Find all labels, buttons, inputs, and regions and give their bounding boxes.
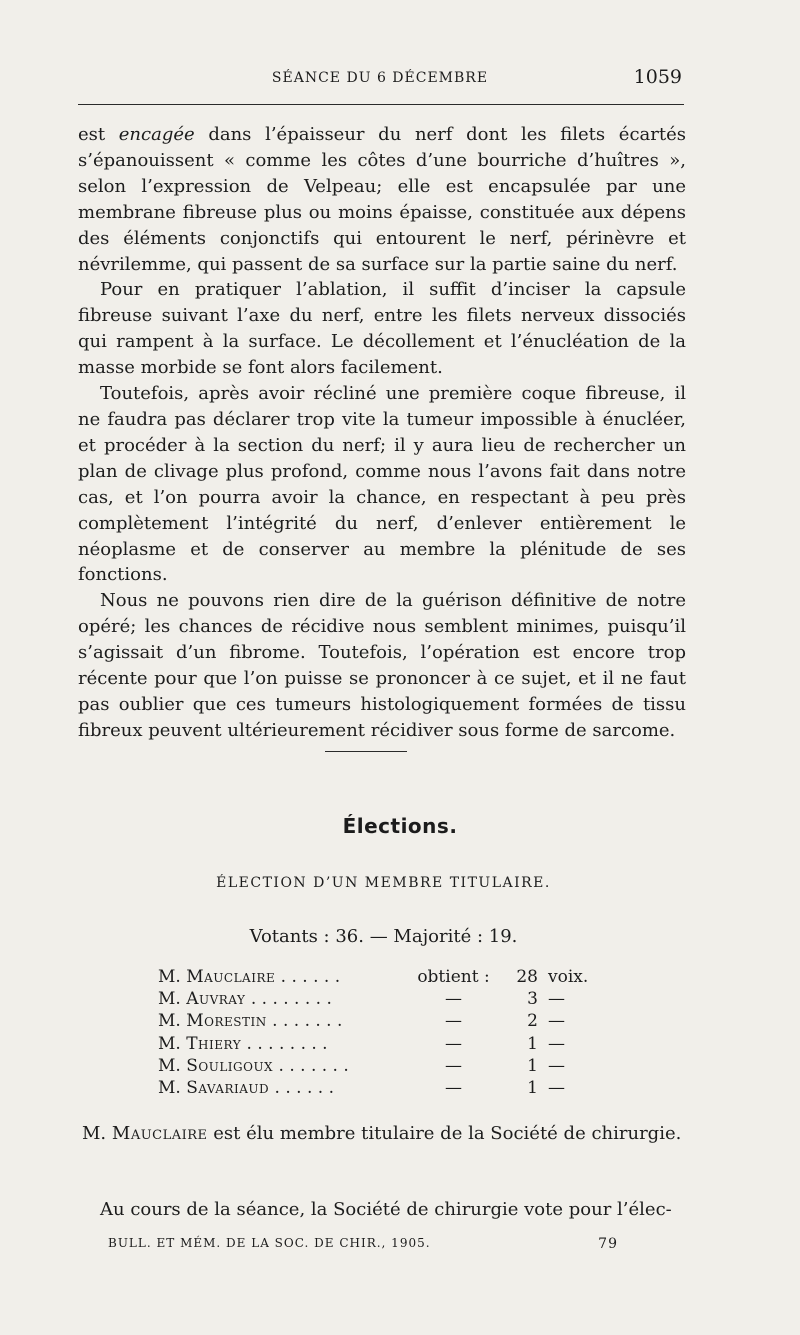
vote-count: 2 <box>527 1011 538 1032</box>
vote-count: 1 <box>527 1055 538 1076</box>
leader-dots: . . . . . . . . <box>246 1033 328 1054</box>
signature-mark: 79 <box>598 1236 618 1252</box>
election-results <box>158 966 618 1099</box>
candidate-prefix: M. <box>158 1011 181 1032</box>
paragraph-1-start: est <box>78 124 106 145</box>
vote-status: — <box>445 1011 462 1032</box>
result-row <box>158 988 618 1010</box>
candidate-prefix: M. <box>158 1077 181 1098</box>
candidate-cell <box>158 1077 334 1099</box>
candidate-name: Mauclaire <box>186 967 276 987</box>
candidate-name: Savariaud <box>186 1077 270 1098</box>
header-rule <box>78 104 684 105</box>
leader-dots: . . . . . . . . <box>250 989 332 1010</box>
elected-prefix: M. <box>82 1123 107 1144</box>
running-head-title: SÉANCE DU 6 DÉCEMBRE <box>271 70 489 86</box>
candidate-name: Thiery <box>186 1033 242 1054</box>
result-row <box>158 1010 618 1032</box>
result-row <box>158 966 618 988</box>
vote-unit: — <box>548 989 565 1010</box>
section-title: Élections. <box>342 814 458 838</box>
article-body <box>78 122 686 744</box>
leader-dots: . . . . . . <box>280 967 341 987</box>
vote-unit: — <box>548 1033 565 1054</box>
vote-status: — <box>445 1055 462 1076</box>
leader-dots: . . . . . . . <box>272 1011 343 1032</box>
section-subtitle: ÉLECTION D’UN MEMBRE TITULAIRE. <box>216 875 551 891</box>
candidate-prefix: M. <box>158 967 181 987</box>
candidate-prefix: M. <box>158 989 181 1010</box>
running-head <box>78 64 682 92</box>
candidate-cell <box>158 1010 342 1032</box>
candidate-name: Morestin <box>186 1011 267 1032</box>
page-number: 1059 <box>633 66 682 88</box>
page-footer <box>108 1236 618 1256</box>
candidate-prefix: M. <box>158 1055 181 1076</box>
vote-status: — <box>445 989 462 1010</box>
vote-unit: — <box>548 1011 565 1032</box>
candidate-cell <box>158 1033 328 1055</box>
elected-name: Mauclaire <box>111 1123 208 1144</box>
paragraph-2: Pour en pratiquer l’ablation, il suffit d’inciser la capsule fibreuse suivant l’axe du nerf, entre les filets nerveux dissociés qui rampent à la surface. Le décollement et l’énucléation de la masse morbide se font alors facilement. <box>78 279 686 379</box>
paragraph-1-rest: dans l’épaisseur du nerf dont les filets écartés s’épanouissent « comme les côtes d’une bourriche d’huîtres », selon l’expression de Velpeau; elle est encapsulée par une membrane fibreuse plus ou moins épaisse, constituée aux dépens des éléments conjonctifs qui entourent le nerf, périnèvre et névrilemme, qui passent de sa surface sur la partie saine du nerf. <box>78 124 686 275</box>
vote-count: 1 <box>527 1077 538 1098</box>
vote-unit: voix. <box>548 967 589 987</box>
result-row <box>158 1033 618 1055</box>
result-row <box>158 1055 618 1077</box>
vote-count: 28 <box>516 967 538 987</box>
vote-unit: — <box>548 1055 565 1076</box>
result-row <box>158 1077 618 1099</box>
vote-status: obtient : <box>417 967 490 987</box>
italic-term: encagée <box>118 124 195 145</box>
leader-dots: . . . . . . <box>274 1077 334 1098</box>
paragraph-3: Toutefois, après avoir récliné une première coque fibreuse, il ne faudra pas déclarer trop vite la tumeur impossible à énucléer, et procéder à la section du nerf; il y aura lieu de rechercher un plan de clivage plus profond, comme nous l’avons fait dans notre cas, et l’on pourra avoir la chance, en respectant à peu près complètement l’intégrité du nerf, d’enlever entièrement le néoplasme et de conserver au membre la plénitude de ses fonctions. <box>78 383 686 586</box>
votes-summary: Votants : 36. — Majorité : 19. <box>249 926 518 947</box>
continuation-paragraph: Au cours de la séance, la Société de chirurgie vote pour l’élec- <box>100 1199 672 1220</box>
vote-count: 1 <box>527 1033 538 1054</box>
paragraph-1 <box>78 122 686 277</box>
candidate-name: Auvray <box>186 989 246 1010</box>
candidate-cell <box>158 1055 349 1077</box>
candidate-cell <box>158 988 332 1010</box>
journal-reference: BULL. ET MÉM. DE LA SOC. DE CHIR., 1905. <box>108 1236 431 1250</box>
candidate-name: Souligoux <box>186 1055 274 1076</box>
vote-status: — <box>445 1033 462 1054</box>
leader-dots: . . . . . . . <box>278 1055 349 1076</box>
vote-unit: — <box>548 1077 565 1098</box>
vote-count: 3 <box>527 989 538 1010</box>
paragraph-4: Nous ne pouvons rien dire de la guérison définitive de notre opéré; les chances de récidive nous semblent minimes, puisqu’il s’agissait d’un fibrome. Toutefois, l’opération est encore trop récente pour que l’on puisse se prononcer à ce sujet, et il ne faut pas oublier que ces tumeurs histologiquement formées de tissu fibreux peuvent ultérieurement récidiver sous forme de sarcome. <box>78 590 686 741</box>
candidate-cell <box>158 966 340 988</box>
election-outcome <box>82 1120 686 1148</box>
elected-text: est élu membre titulaire de la Société de chirurgie. <box>213 1123 682 1144</box>
vote-status: — <box>445 1077 462 1098</box>
section-divider <box>325 751 407 752</box>
candidate-prefix: M. <box>158 1033 181 1054</box>
